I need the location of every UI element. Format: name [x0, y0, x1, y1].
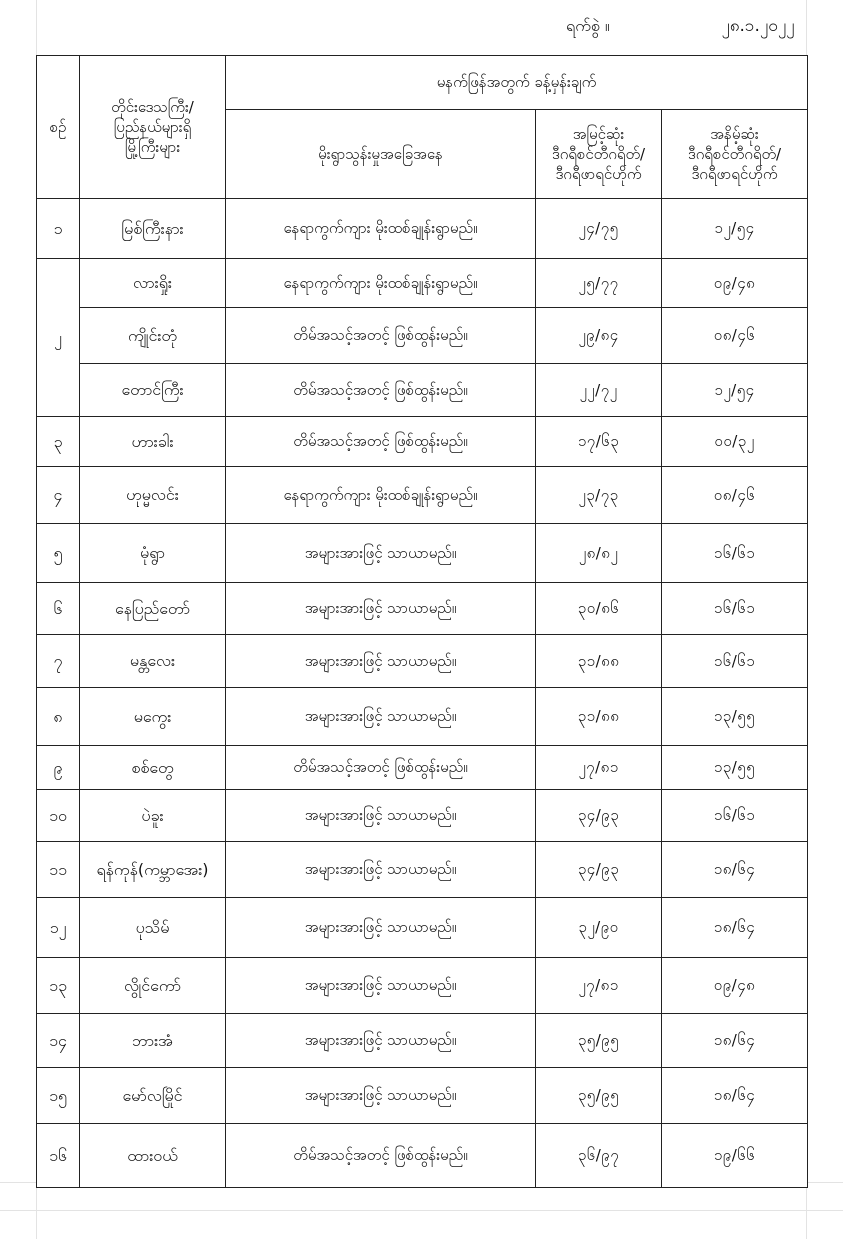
town-name: မကွေး: [80, 688, 226, 746]
row-number: ၇: [37, 635, 80, 688]
table-row: [37, 635, 808, 688]
max-temperature: ၁၇/၆၃: [536, 417, 662, 467]
min-temperature: ၁၃/၅၅: [662, 746, 808, 790]
weather-condition: အများအားဖြင့် သာယာမည်။: [226, 524, 536, 583]
weather-condition: အများအားဖြင့် သာယာမည်။: [226, 1014, 536, 1068]
weather-condition: အများအားဖြင့် သာယာမည်။: [226, 635, 536, 688]
max-temperature: ၃၅/၉၅: [536, 1014, 662, 1068]
town-name: ပဲခူး: [80, 790, 226, 842]
table-row: [37, 417, 808, 467]
town-name: မုံရွာ: [80, 524, 226, 583]
weather-condition: တိမ်အသင့်အတင့် ဖြစ်ထွန်းမည်။: [226, 1124, 536, 1188]
max-temperature: ၂၅/၇၇: [536, 259, 662, 308]
row-number: ၁၃: [37, 958, 80, 1014]
row-number: ၁၆: [37, 1124, 80, 1188]
weather-condition: အများအားဖြင့် သာယာမည်။: [226, 790, 536, 842]
table-row: [37, 688, 808, 746]
col-max-header: [536, 110, 662, 199]
min-temperature: ၁၆/၆၁: [662, 524, 808, 583]
col-min-header-line: အနိမ့်ဆုံး: [710, 124, 759, 143]
town-name: ရန်ကုန်(ကမ္ဘာအေး): [80, 842, 226, 898]
table-row: [37, 524, 808, 583]
col-min-header: [662, 110, 808, 199]
town-name: လွိုင်ကော်: [80, 958, 226, 1014]
max-temperature: ၃၄/၉၃: [536, 842, 662, 898]
max-temperature: ၃၂/၉၀: [536, 898, 662, 958]
min-temperature: ၁၆/၆၁: [662, 790, 808, 842]
table-row: [37, 746, 808, 790]
row-number: ၂: [37, 259, 80, 417]
min-temperature: ၀၉/၄၈: [662, 958, 808, 1014]
col-max-header-line: ဒီဂရီဖာရင်ဟိုက်: [555, 165, 642, 184]
forecast-table-body: [37, 199, 808, 1188]
min-temperature: ၁၃/၅၅: [662, 688, 808, 746]
col-max-header-line: အမြင့်ဆုံး: [572, 124, 625, 143]
table-row: [37, 1068, 808, 1124]
row-number: ၁၁: [37, 842, 80, 898]
max-temperature: ၃၁/၈၈: [536, 635, 662, 688]
weather-condition: တိမ်အသင့်အတင့် ဖြစ်ထွန်းမည်။: [226, 746, 536, 790]
town-name: စစ်တွေ: [80, 746, 226, 790]
table-row: [37, 308, 808, 364]
max-temperature: ၂၂/၇၂: [536, 364, 662, 417]
col-town-header-line: တိုင်းဒေသကြီး/: [111, 97, 194, 116]
max-temperature: ၃၆/၉၇: [536, 1124, 662, 1188]
weather-condition: အများအားဖြင့် သာယာမည်။: [226, 898, 536, 958]
row-number: ၄: [37, 467, 80, 524]
weather-condition: အများအားဖြင့် သာယာမည်။: [226, 1068, 536, 1124]
town-name: ဟားခါး: [80, 417, 226, 467]
min-temperature: ၀၈/၄၆: [662, 308, 808, 364]
table-row: [37, 1014, 808, 1068]
max-temperature: ၂၈/၈၂: [536, 524, 662, 583]
col-max-header-line: ဒီဂရီစင်တီဂရိတ်/: [551, 144, 646, 163]
row-number: ၆: [37, 583, 80, 635]
min-temperature: ၁၆/၆၁: [662, 583, 808, 635]
weather-condition: နေရာကွက်ကျား မိုးထစ်ချုန်းရွာမည်။: [226, 199, 536, 259]
table-row: [37, 583, 808, 635]
table-row: [37, 958, 808, 1014]
table-row: [37, 364, 808, 417]
row-number: ၈: [37, 688, 80, 746]
date-header: [36, 0, 806, 55]
table-row: [37, 259, 808, 308]
town-name: ဟုမ္မလင်း: [80, 467, 226, 524]
weather-condition: တိမ်အသင့်အတင့် ဖြစ်ထွန်းမည်။: [226, 417, 536, 467]
weather-condition: တိမ်အသင့်အတင့် ဖြစ်ထွန်းမည်။: [226, 308, 536, 364]
date-value: ၂၈.၁.၂၀၂၂: [721, 16, 795, 36]
max-temperature: ၂၄/၇၅: [536, 199, 662, 259]
table-row: [37, 842, 808, 898]
min-temperature: ၁၈/၆၄: [662, 1014, 808, 1068]
min-temperature: ၁၉/၆၆: [662, 1124, 808, 1188]
min-temperature: ၁၂/၅၄: [662, 364, 808, 417]
row-number: ၁၂: [37, 898, 80, 958]
row-number: ၁: [37, 199, 80, 259]
max-temperature: ၃၀/၈၆: [536, 583, 662, 635]
col-town-header-line: ပြည်နယ်များရှိ: [113, 117, 192, 136]
weather-condition: တိမ်အသင့်အတင့် ဖြစ်ထွန်းမည်။: [226, 364, 536, 417]
col-weather-header: မိုးရွာသွန်းမှုအခြေအနေ: [226, 110, 536, 199]
table-row: [37, 199, 808, 259]
weather-condition: နေရာကွက်ကျား မိုးထစ်ချုန်းရွာမည်။: [226, 259, 536, 308]
town-name: လားရှိုး: [80, 259, 226, 308]
min-temperature: ၁၆/၆၁: [662, 635, 808, 688]
col-min-header-line: ဒီဂရီစင်တီဂရိတ်/: [687, 144, 782, 163]
town-name: နေပြည်တော်: [80, 583, 226, 635]
min-temperature: ၁၈/၆၄: [662, 842, 808, 898]
weather-condition: အများအားဖြင့် သာယာမည်။: [226, 583, 536, 635]
row-number: ၉: [37, 746, 80, 790]
min-temperature: ၁၈/၆၄: [662, 1068, 808, 1124]
date-label: ရက်စွဲ ။: [566, 16, 610, 35]
town-name: မြစ်ကြီးနား: [80, 199, 226, 259]
col-town-header-line: မြို့ကြီးများ: [124, 138, 181, 157]
row-number: ၁၀: [37, 790, 80, 842]
town-name: ကျိုင်းတုံ: [80, 308, 226, 364]
max-temperature: ၂၇/၈၁: [536, 746, 662, 790]
row-number: ၁၅: [37, 1068, 80, 1124]
min-temperature: ၀၉/၄၈: [662, 259, 808, 308]
forecast-table: [36, 55, 808, 1188]
sheet-gridline: [0, 1210, 843, 1211]
town-name: ပုသိမ်: [80, 898, 226, 958]
town-name: တောင်ကြီး: [80, 364, 226, 417]
col-group-header: မနက်ဖြန်အတွက် ခန့်မှန်းချက်: [226, 56, 808, 110]
table-row: [37, 898, 808, 958]
weather-condition: နေရာကွက်ကျား မိုးထစ်ချုန်းရွာမည်။: [226, 467, 536, 524]
col-town-header: [80, 56, 226, 199]
max-temperature: ၂၃/၇၃: [536, 467, 662, 524]
town-name: မန္တလေး: [80, 635, 226, 688]
row-number: ၁၄: [37, 1014, 80, 1068]
row-number: ၅: [37, 524, 80, 583]
col-min-header-line: ဒီဂရီဖာရင်ဟိုက်: [691, 165, 778, 184]
col-no-header: စဉ်: [37, 56, 80, 199]
max-temperature: ၂၉/၈၄: [536, 308, 662, 364]
table-header-row: [37, 56, 808, 110]
table-row: [37, 467, 808, 524]
max-temperature: ၃၅/၉၅: [536, 1068, 662, 1124]
weather-condition: အများအားဖြင့် သာယာမည်။: [226, 958, 536, 1014]
town-name: ဘားအံ: [80, 1014, 226, 1068]
max-temperature: ၂၇/၈၁: [536, 958, 662, 1014]
min-temperature: ၁၈/၆၄: [662, 898, 808, 958]
table-row: [37, 790, 808, 842]
weather-condition: အများအားဖြင့် သာယာမည်။: [226, 688, 536, 746]
town-name: ထားဝယ်: [80, 1124, 226, 1188]
weather-condition: အများအားဖြင့် သာယာမည်။: [226, 842, 536, 898]
min-temperature: ၀၈/၄၆: [662, 467, 808, 524]
max-temperature: ၃၁/၈၈: [536, 688, 662, 746]
max-temperature: ၃၄/၉၃: [536, 790, 662, 842]
town-name: မော်လမြိုင်: [80, 1068, 226, 1124]
min-temperature: ၀၀/၃၂: [662, 417, 808, 467]
row-number: ၃: [37, 417, 80, 467]
min-temperature: ၁၂/၅၄: [662, 199, 808, 259]
table-row: [37, 1124, 808, 1188]
